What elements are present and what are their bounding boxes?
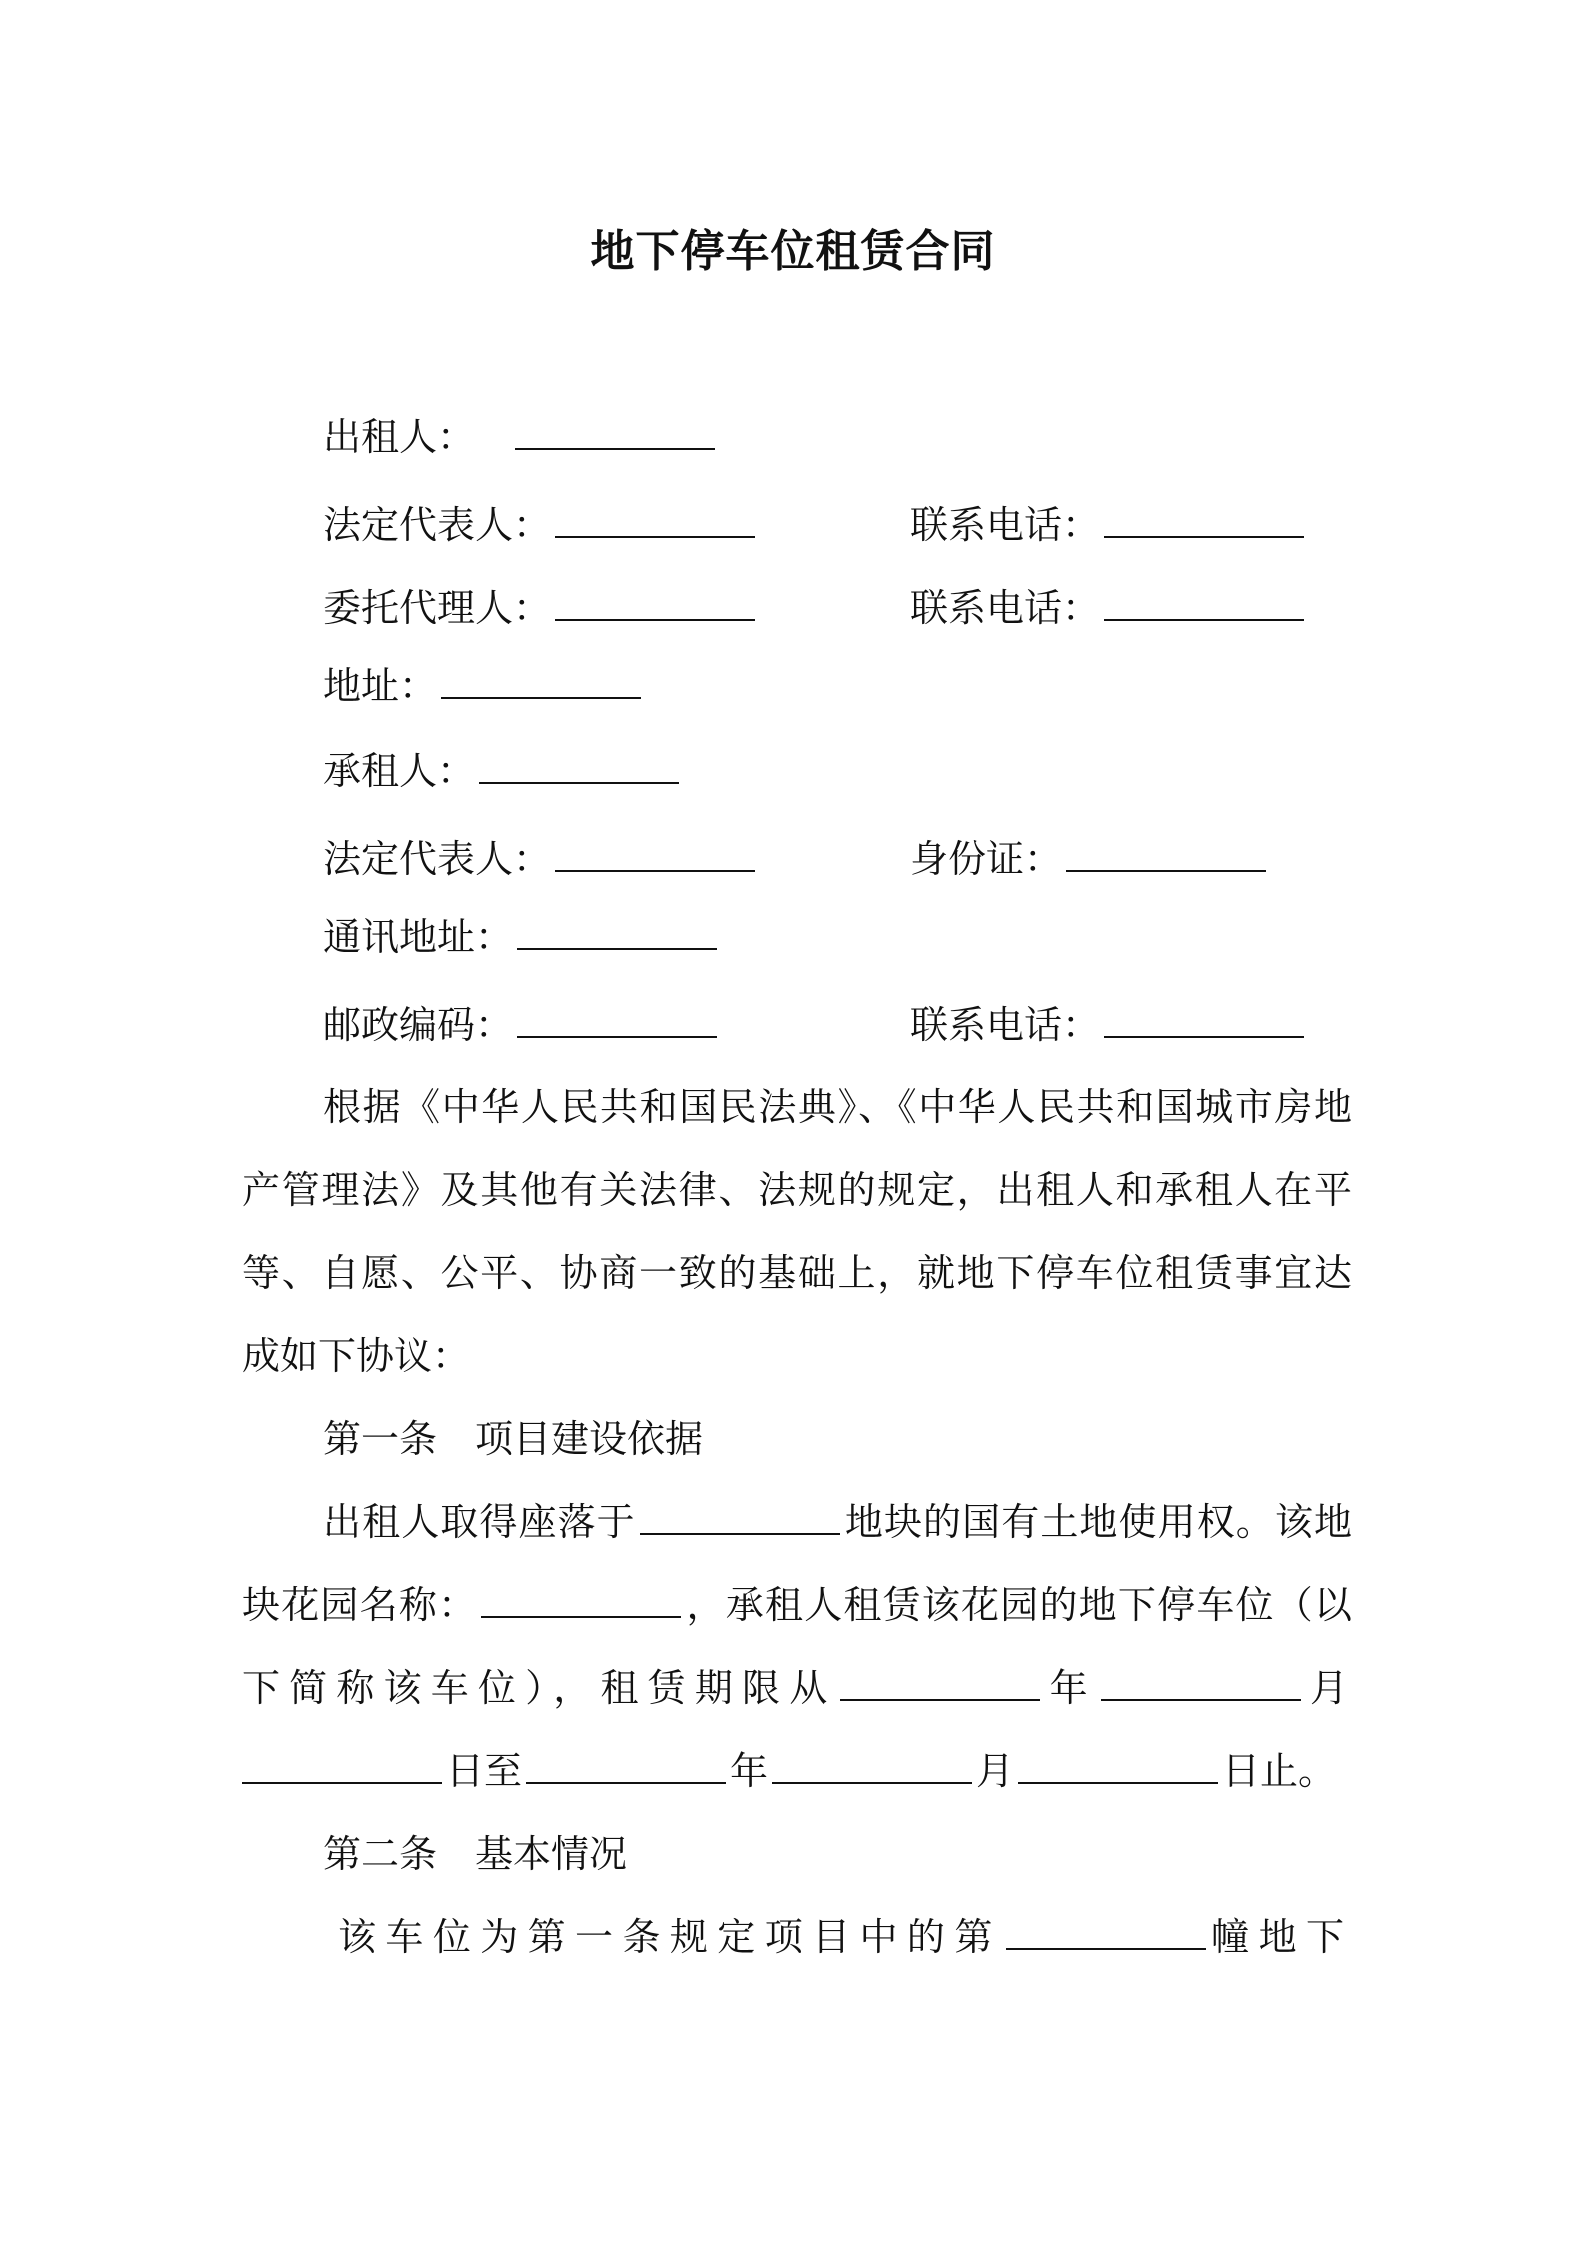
lessee-address-row [323, 912, 721, 962]
lessee-id-label: 身份证： [910, 837, 1063, 881]
lessor-phone-1-label: 联系电话： [910, 503, 1101, 547]
article-1-line-2 [242, 1580, 1352, 1630]
start-year-blank [840, 1667, 1040, 1701]
lessor-agent-blank [555, 587, 755, 621]
garden-name-blank [481, 1584, 681, 1618]
lessee-phone-row [910, 1000, 1308, 1050]
lessee-address-blank [517, 916, 717, 950]
lessor-address-blank [441, 665, 641, 699]
lessor-agent-label: 委托代理人： [323, 586, 552, 630]
land-plot-blank [640, 1501, 840, 1535]
lessor-legal-rep-label: 法定代表人： [323, 503, 552, 547]
article-2-line-1 [338, 1912, 1352, 1962]
lessee-postcode-blank [517, 1004, 717, 1038]
article-2-text: 该车位为第一条规定项目中的第 [338, 1915, 1002, 1959]
article-1-text: 地块的国有土地使用权。该地 [843, 1500, 1352, 1544]
preamble-line-1: 根据《中华人民共和国民法典》、《中华人民共和国城市房地 [323, 1085, 1352, 1129]
lessee-address-label: 通讯地址： [323, 915, 514, 959]
lessor-address-label: 地址： [323, 664, 438, 708]
lessee-legal-rep-blank [555, 838, 755, 872]
article-1-heading: 第一条 项目建设依据 [323, 1417, 704, 1461]
article-1-line-3 [242, 1663, 1352, 1713]
document-title: 地下停车位租赁合同 [590, 226, 996, 277]
article-1-text: 月 [1304, 1666, 1352, 1710]
article-1-text: 月 [976, 1749, 1015, 1793]
end-year-blank [526, 1750, 726, 1784]
lessee-postcode-label: 邮政编码： [323, 1003, 514, 1047]
lessor-phone-1-row [910, 500, 1308, 550]
preamble-line-2: 产管理法》及其他有关法律、法规的规定，出租人和承租人在平 [242, 1168, 1352, 1212]
lessor-blank [515, 416, 715, 450]
end-month-blank [772, 1750, 972, 1784]
article-1-line-1 [323, 1497, 1352, 1547]
article-1-text: 日至 [446, 1749, 523, 1793]
lessee-phone-blank [1104, 1004, 1304, 1038]
lessor-address-row [323, 661, 645, 711]
article-1-text: 年 [730, 1749, 769, 1793]
lessor-phone-2-blank [1104, 587, 1304, 621]
article-1-line-4 [242, 1746, 1352, 1796]
lessee-blank [479, 750, 679, 784]
lessee-row [323, 746, 683, 796]
lessor-phone-1-blank [1104, 504, 1304, 538]
lessee-id-blank [1066, 838, 1266, 872]
article-1-text: ，承租人租赁该花园的地下停车位（以 [685, 1583, 1352, 1627]
article-1-text: 块花园名称： [242, 1583, 478, 1627]
article-1-text: 出租人取得座落于 [323, 1500, 636, 1544]
article-1-text: 下简称该车位），租赁期限从 [242, 1666, 837, 1710]
lessee-phone-label: 联系电话： [910, 1003, 1101, 1047]
lessor-phone-2-label: 联系电话： [910, 586, 1101, 630]
building-number-blank [1006, 1916, 1206, 1950]
start-day-blank [242, 1750, 442, 1784]
lessee-id-row [910, 834, 1270, 884]
preamble-line-4: 成如下协议： [242, 1334, 471, 1378]
end-day-blank [1018, 1750, 1218, 1784]
lessor-label: 出租人： [323, 415, 476, 459]
start-month-blank [1101, 1667, 1301, 1701]
lessee-postcode-row [323, 1000, 721, 1050]
article-1-text: 日止。 [1222, 1749, 1337, 1793]
preamble-line-3: 等、自愿、公平、协商一致的基础上，就地下停车位租赁事宜达 [242, 1251, 1352, 1295]
lessee-label: 承租人： [323, 749, 476, 793]
lessor-legal-rep-blank [555, 504, 755, 538]
article-2-heading: 第二条 基本情况 [323, 1832, 628, 1876]
lessee-legal-rep-label: 法定代表人： [323, 837, 552, 881]
lessor-agent-row [323, 583, 759, 633]
lessee-legal-rep-row [323, 834, 759, 884]
lessor-row [323, 412, 719, 462]
article-1-text: 年 [1044, 1666, 1097, 1710]
article-2-text: 幢地下 [1209, 1915, 1352, 1959]
lessor-legal-rep-row [323, 500, 759, 550]
lessor-phone-2-row [910, 583, 1308, 633]
